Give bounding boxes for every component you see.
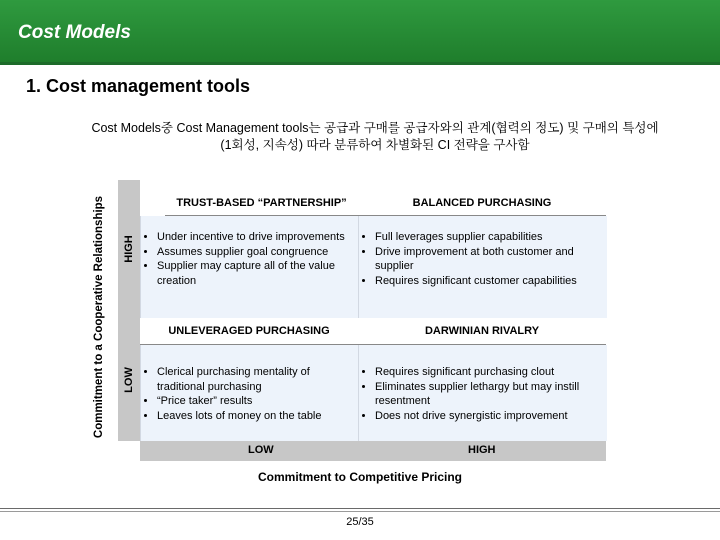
quadrant-title-partnership: TRUST-BASED “PARTNERSHIP” <box>165 190 358 216</box>
quadrant-darwinian <box>358 345 607 441</box>
list-item: • Assumes supplier goal congruence <box>157 245 359 260</box>
quadrant-balanced <box>358 216 607 318</box>
footer-divider-secondary <box>0 511 720 512</box>
intro-text <box>40 120 710 154</box>
quadrant-unleveraged <box>140 345 359 441</box>
list-item: • Eliminates supplier lethargy but may instill resentment <box>375 380 607 409</box>
y-high-label: HIGH <box>123 235 135 263</box>
intro-line-2: (1회성, 지속성) 따라 분류하여 차별화된 CI 전략을 구사함 <box>220 138 530 152</box>
x-low-label: LOW <box>248 444 274 456</box>
x-axis-title: Commitment to Competitive Pricing <box>257 470 463 484</box>
y-low-label: LOW <box>123 366 135 393</box>
slide-title: Cost Models <box>18 22 131 43</box>
list-item: • Supplier may capture all of the value creation <box>157 259 359 288</box>
quadrant-title-balanced: BALANCED PURCHASING <box>358 190 606 216</box>
x-high-label: HIGH <box>468 444 496 456</box>
list-item: • Under incentive to drive improvements <box>157 230 359 245</box>
x-axis-band <box>140 441 606 461</box>
list-item: • Leaves lots of money on the table <box>157 409 359 424</box>
list-item: • Clerical purchasing mentality of traditional purchasing <box>157 365 359 394</box>
page-number: 25/35 <box>346 516 374 528</box>
y-high-band <box>118 180 140 318</box>
footer-divider <box>0 508 720 509</box>
section-heading: 1. Cost management tools <box>26 76 251 96</box>
intro-line-1: Cost Models중 Cost Management tools는 공급과 구매를 공급자와의 관계(협력의 정도) 및 구매의 특성에 <box>91 121 659 135</box>
header-divider <box>0 62 720 65</box>
list-item: • Drive improvement at both customer and supplier <box>375 245 607 274</box>
list-item: • Full leverages supplier capabilities <box>375 230 607 245</box>
list-item: • Does not drive synergistic improvement <box>375 409 607 424</box>
list-item: • “Price taker” results <box>157 394 359 409</box>
quadrant-title-darwinian: DARWINIAN RIVALRY <box>358 318 606 345</box>
y-axis-label <box>91 180 107 454</box>
y-axis-title: Commitment to a Cooperative Relationships <box>93 195 105 439</box>
title-bar <box>0 0 720 62</box>
y-low-band <box>118 318 140 441</box>
list-item: • Requires significant purchasing clout <box>375 365 607 380</box>
quadrant-title-unleveraged: UNLEVERAGED PURCHASING <box>140 318 358 345</box>
list-item: • Requires significant customer capabilities <box>375 274 607 289</box>
quadrant-partnership <box>140 216 359 318</box>
